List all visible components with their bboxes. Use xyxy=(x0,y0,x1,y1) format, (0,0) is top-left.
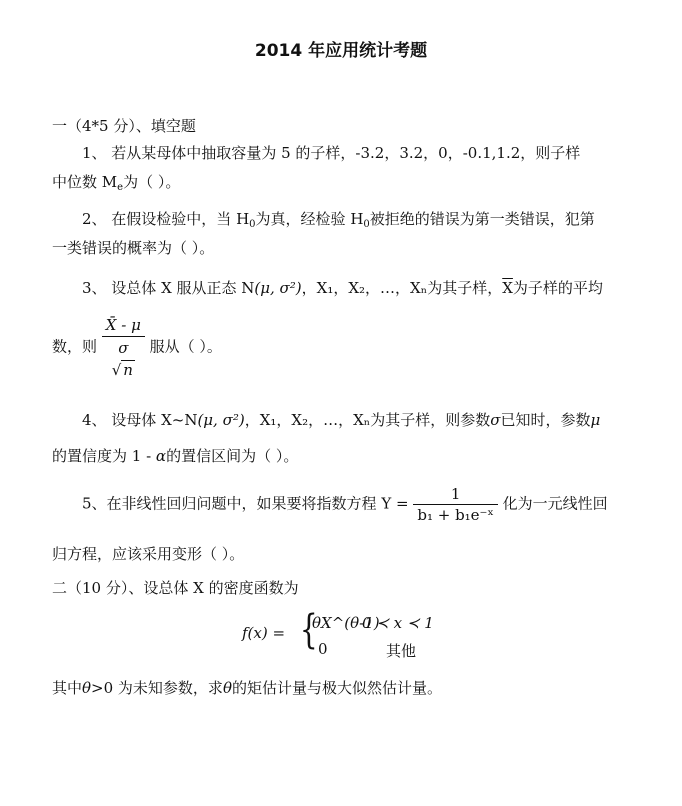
q5-prefix: 5、在非线性回归问题中，如果要将指数方程 Y = xyxy=(82,494,409,513)
page-title: 2014 年应用统计考题 xyxy=(254,41,428,61)
q3-frac-num: X̄ - μ xyxy=(105,316,141,334)
q3-samples: ，X₁，X₂，…，Xₙ为其子样， xyxy=(301,279,503,297)
q2-h0-sub-a: 0 xyxy=(249,219,256,230)
section2-footer xyxy=(52,678,442,698)
q3-xbar: $\overline{X}$ xyxy=(502,279,513,297)
q3-suffix: 为子样的平均 xyxy=(512,279,603,297)
density-fx: f(x) = xyxy=(242,624,286,642)
q1-median-label: 中位数 M xyxy=(52,173,118,191)
q4-mid: ，X₁，X₂，…，Xₙ为其子样，则参数 xyxy=(244,411,491,429)
q5-line2: 归方程，应该采用变形（ ）。 xyxy=(52,545,245,563)
q1-blank: 为（ ）。 xyxy=(123,173,181,191)
q3-line1 xyxy=(82,278,603,298)
q4-sigma: σ xyxy=(490,411,501,429)
q5-line1 xyxy=(82,484,608,525)
q2-text-b: 为真，经检验 H xyxy=(255,210,364,228)
q3-frac-den xyxy=(102,336,145,381)
q5-fraction xyxy=(413,484,498,525)
q3-line2-pre: 数，则 xyxy=(52,337,98,356)
case1-expr: θX^(θ-1) xyxy=(312,614,380,632)
q4-alpha: α xyxy=(155,447,167,465)
case2-cond: 其他 xyxy=(386,642,417,660)
q1-median-sub: e xyxy=(117,182,124,193)
footer-theta-a: θ xyxy=(82,679,92,697)
case-brace: { xyxy=(299,607,318,653)
q3-prefix: 3、 设总体 X 服从正态 N xyxy=(82,279,255,297)
q4-line2-post: 的置信区间为（ ）。 xyxy=(166,447,299,465)
section1-header: 一（4*5 分）、填空题 xyxy=(52,117,196,135)
q5-frac-num: 1 xyxy=(450,485,461,503)
q3-dist: (μ, σ²) xyxy=(254,279,302,297)
q2-line1 xyxy=(82,209,595,235)
q1-line1: 1、 若从某母体中抽取容量为 5 的子样，-3.2，3.2，0，-0.1,1.2，则子样 xyxy=(82,144,581,162)
q5-frac-den: b₁ + b₁e⁻ˣ xyxy=(413,504,498,525)
q2-text-a: 2、 在假设检验中，当 H xyxy=(82,210,250,228)
q3-line2-post: 服从（ ）。 xyxy=(149,337,222,356)
q2-line2: 一类错误的概率为（ ）。 xyxy=(52,239,215,257)
q3-sqrt: √ n xyxy=(111,361,133,379)
q4-line2 xyxy=(52,446,298,466)
q2-h0-sub-b: 0 xyxy=(363,219,370,230)
q4-mu: μ xyxy=(590,411,601,429)
footer-theta-b: θ xyxy=(222,679,232,697)
q3-sqrt-n: n xyxy=(123,361,133,379)
q4-prefix: 4、 设母体 X~N xyxy=(82,411,198,429)
q5-suffix: 化为一元线性回 xyxy=(502,494,608,513)
q4-line1 xyxy=(82,410,600,430)
case1-cond: 0 ≺ x ≺ 1 xyxy=(362,614,434,632)
q2-text-c: 被拒绝的错误为第一类错误，犯第 xyxy=(369,210,595,228)
q4-mid2: 已知时，参数 xyxy=(500,411,591,429)
q3-line2 xyxy=(52,314,222,381)
section2-header: 二（10 分）、设总体 X 的密度函数为 xyxy=(52,579,299,597)
footer-post: 的矩估计量与极大似然估计量。 xyxy=(231,679,442,697)
q4-dist: (μ, σ²) xyxy=(197,411,245,429)
footer-mid: >0 为未知参数，求 xyxy=(91,679,223,697)
q3-fraction xyxy=(102,314,145,381)
footer-pre: 其中 xyxy=(52,679,83,697)
q4-line2-pre: 的置信度为 1 - xyxy=(52,447,156,465)
case2-expr: 0 xyxy=(318,640,328,658)
q1-line2 xyxy=(52,172,180,198)
q3-frac-sigma: σ xyxy=(118,339,129,357)
